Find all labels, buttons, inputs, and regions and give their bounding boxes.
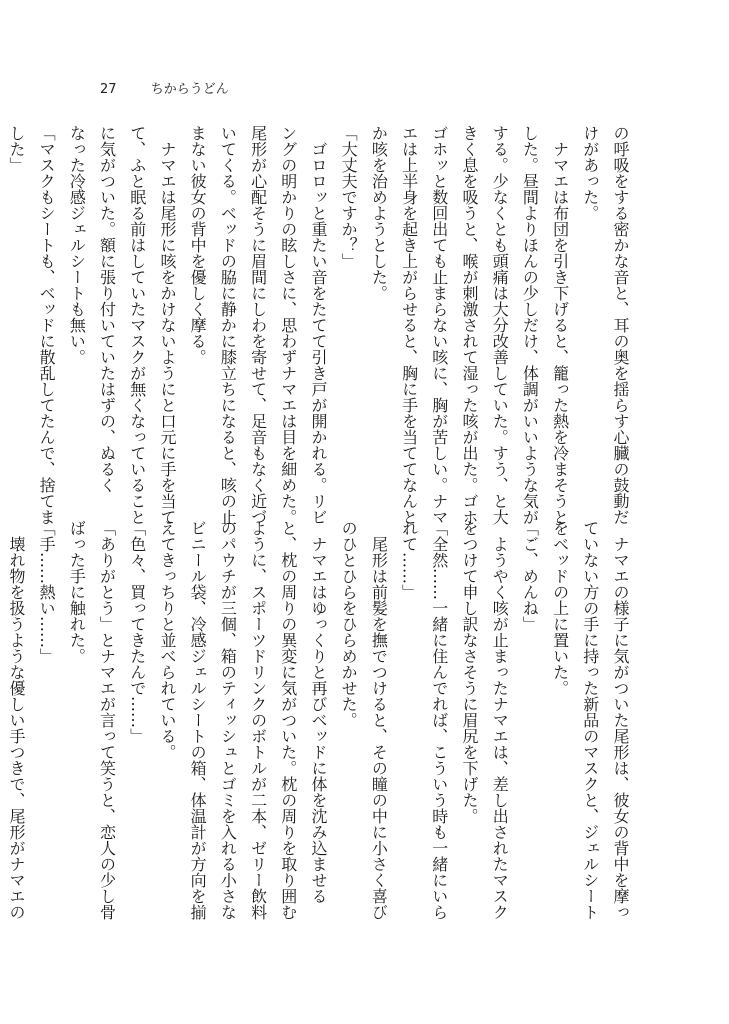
text-line: のパウチが三個、箱のティッシュとゴミを入れる小さな xyxy=(218,520,238,920)
text-line: けがあった。 xyxy=(580,125,600,221)
text-line: の呼吸をする密かな音と、耳の奥を揺らす心臓の鼓動だ xyxy=(611,125,630,525)
text-line: まない彼女の背中を優しく摩る。 xyxy=(188,125,208,365)
text-line: した」 xyxy=(6,125,26,173)
text-line: ゴホッと数回出ても止まらない咳に、胸が苦しい。ナマ xyxy=(429,125,449,525)
running-title: ちからうどん xyxy=(150,82,229,97)
text-line: えてきっちりと並べられている。 xyxy=(157,520,177,760)
lower-text-block xyxy=(6,520,635,925)
text-line: いてくる。ベッドの脇に静かに膝立ちになると、咳の止 xyxy=(218,125,238,525)
text-line: 尾形は前髪を撫でつけると、その瞳の中に小さく喜び xyxy=(369,520,389,920)
text-line: をつけて申し訳なさそうに眉尻を下げた。 xyxy=(459,520,479,824)
text-line: ように、スポーツドリンクのボトルが二本、ゼリー飲料 xyxy=(248,520,268,920)
text-line: をベッドの上に置いた。 xyxy=(550,520,570,696)
text-line: か咳を治めようとした。 xyxy=(369,125,389,301)
text-line: ビニール袋、冷感ジェルシートの箱、体温計が方向を揃 xyxy=(188,520,208,920)
text-line: なった冷感ジェルシートも無い。 xyxy=(67,125,87,365)
page-number: 27 xyxy=(100,82,117,97)
text-line: ゴロロッと重たい音をたてて引き戸が開かれる。リビ xyxy=(308,125,328,525)
text-line: ばった手に触れた。 xyxy=(67,520,87,664)
text-line: 「手……熱い……」 xyxy=(37,520,57,664)
text-line: 「ご、めんね」 xyxy=(520,520,540,632)
text-line: ングの明かりの眩しさに、思わずナマエは目を細めた。 xyxy=(278,125,298,525)
text-line: した。昼間よりほんの少しだけ、体調がいいような気が xyxy=(520,125,540,525)
text-line: に気がついた。額に張り付いていたはずの、ぬるく xyxy=(97,125,117,493)
text-line: 「ありがとう」とナマエが言って笑うと、恋人の少し骨 xyxy=(97,520,117,920)
text-line: て、ふと眠る前はしていたマスクが無くなっていること xyxy=(127,125,147,525)
text-line: ようやく咳が止まったナマエは、差し出されたマスク xyxy=(490,520,510,920)
text-line: 「色々、買ってきたんで……」 xyxy=(127,520,147,744)
text-line: 「マスクもシートも、ベッドに散乱してたんで、捨てま xyxy=(37,125,57,525)
text-line: と、枕の周りの異変に気がついた。枕の周りを取り囲む xyxy=(278,520,298,920)
text-line: ナマエの様子に気がついた尾形は、彼女の背中を摩っ xyxy=(611,520,630,920)
text-line: エは上半身を起き上がらせると、胸に手を当ててなんと xyxy=(399,125,419,525)
text-line: きく息を吸うと、喉が刺激されて湿った咳が出た。ゴホ xyxy=(459,125,479,525)
text-line: 「大丈夫ですか？」 xyxy=(339,125,359,269)
text-line: する。少なくとも頭痛は大分改善していた。すう、と大 xyxy=(490,125,510,525)
page-header xyxy=(100,78,229,97)
text-line: ていない方の手に持った新品のマスクと、ジェルシート xyxy=(580,520,600,920)
text-line: ナマエはゆっくりと再びベッドに体を沈み込ませる xyxy=(308,520,328,904)
text-line: れて……」 xyxy=(399,520,419,600)
text-line: のひとひらをひらめかせた。 xyxy=(339,520,359,728)
text-line: 尾形が心配そうに眉間にしわを寄せて、足音もなく近づ xyxy=(248,125,268,525)
upper-text-block xyxy=(6,125,635,530)
text-line: ナマエは布団を引き下げると、籠った熱を冷まそうと xyxy=(550,125,570,525)
text-line: ナマエは尾形に咳をかけないようにと口元に手を当て xyxy=(157,125,177,525)
text-line: 「全然……一緒に住んでれば、こういう時も一緒にいら xyxy=(429,520,449,920)
text-line: 壊れ物を扱うような優しい手つきで、尾形がナマエの xyxy=(6,520,26,920)
